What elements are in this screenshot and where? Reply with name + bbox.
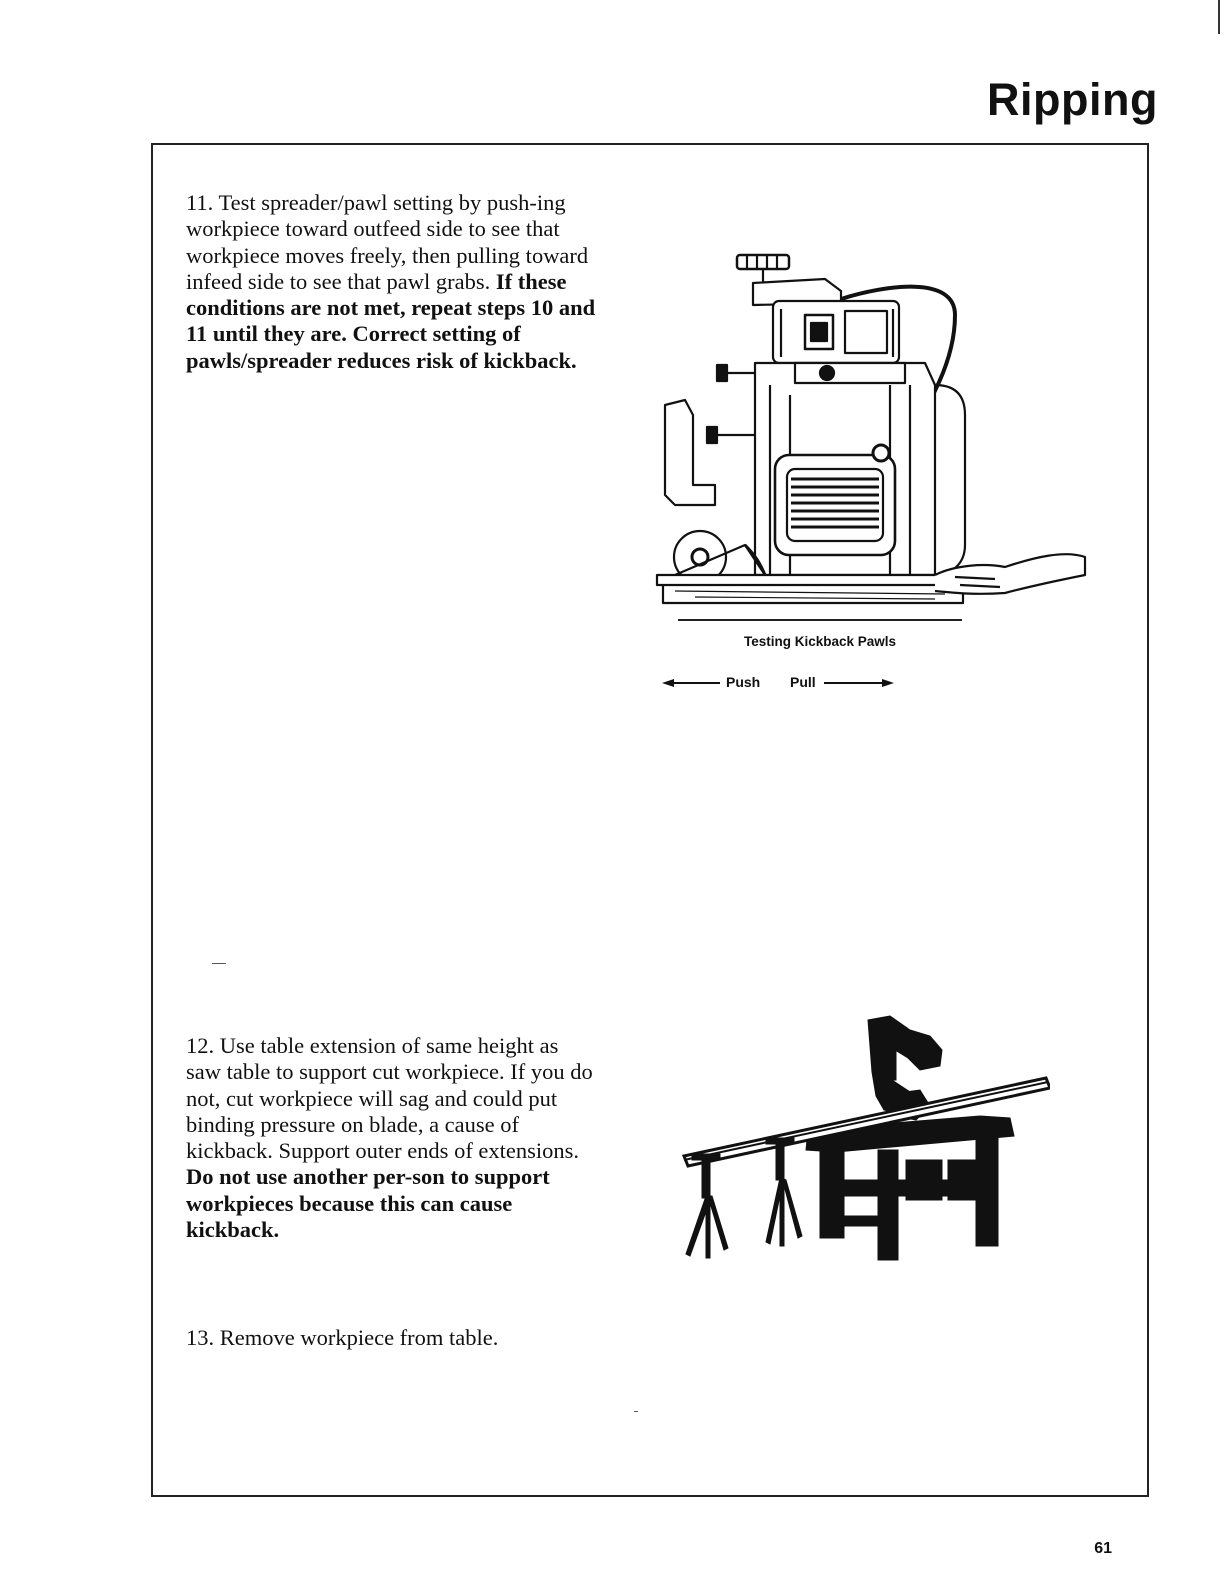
step-12-warning: Do not use another per-son to support workpieces because this can cause kickback. <box>186 1164 550 1243</box>
caption-rule <box>678 619 962 621</box>
scan-speck <box>212 963 226 964</box>
pull-arrow-icon <box>824 673 894 693</box>
page-number: 61 <box>1094 1540 1112 1557</box>
step-13: 13. Remove workpiece from table. <box>186 1325 499 1350</box>
push-arrow-icon <box>662 673 722 693</box>
pull-label: Pull <box>790 674 816 690</box>
step-11-warning: If these conditions are not met, repeat steps 10 and 11 until they are. Correct setting of pawls/spreader reduces risk of kickback. <box>186 268 596 373</box>
step-11-text: 11. Test spreader/pawl setting by push-ing workpiece toward outfeed side to see that workpiece moves freely, then pulling toward infeed side to see that pawl grabs. <box>186 190 589 294</box>
edge-mark <box>1218 0 1220 34</box>
push-label: Push <box>726 674 761 690</box>
figure-caption: Testing Kickback Pawls <box>743 634 897 649</box>
page-title: Ripping <box>987 74 1158 125</box>
scan-speck <box>634 1411 638 1412</box>
push-pull-indicator <box>662 673 902 695</box>
step-11 <box>186 190 596 374</box>
step-12 <box>186 1033 596 1243</box>
step-12-text: 12. Use table extension of same height as saw table to support cut workpiece. If you do not, cut workpiece will sag and could put binding pressure on blade, a cause of kickback. Support outer ends of extensions. <box>186 1033 593 1164</box>
table-extension-silhouette <box>680 1010 1050 1270</box>
kickback-pawls-illustration <box>655 245 1095 640</box>
